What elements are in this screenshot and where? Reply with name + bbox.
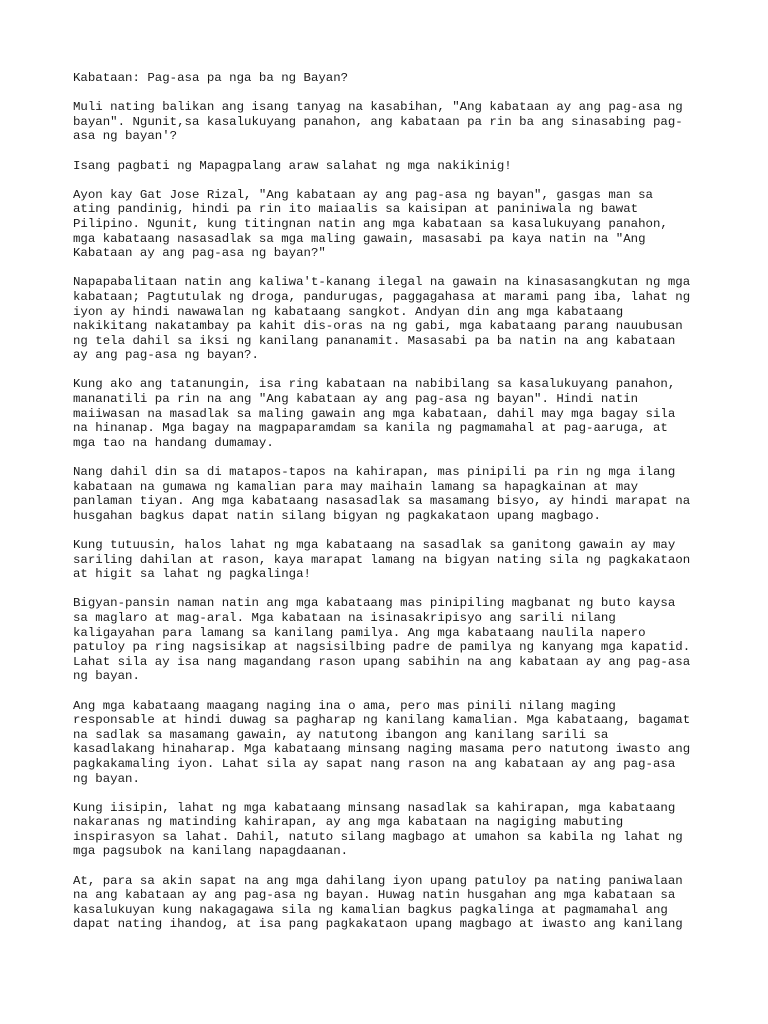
text-line: dapat nating ihandog, at isa pang pagkakataon upang magbago at iwasto ang kanilang: [73, 917, 683, 932]
paragraph: [73, 538, 753, 582]
document-body: [73, 100, 753, 932]
text-line: Kung iisipin, lahat ng mga kabataang minsang nasadlak sa kahirapan, mga kabataang: [73, 800, 676, 815]
paragraph: [73, 100, 753, 144]
text-line: na sadlak sa masamang gawain, ay natutong ibangon ang kanilang sarili sa: [73, 727, 609, 742]
text-line: Muli nating balikan ang isang tanyag na kasabihan, "Ang kabataan ay ang pag-asa ng: [73, 100, 683, 115]
paragraph: [73, 159, 753, 174]
text-line: iyon ay hindi nawawalan ng kabataang sangkot. Andyan din ang mga kabataang: [73, 304, 624, 319]
text-line: patuloy pa ring nagsisikap at nagsisilbing padre de pamilya ng kanyang mga kapatid.: [73, 640, 691, 655]
text-line: At, para sa akin sapat na ang mga dahilang iyon upang patuloy pa nating paniwalaan: [73, 873, 683, 888]
text-line: at higit sa lahat ng pagkalinga!: [73, 567, 311, 582]
text-line: Bigyan-pansin naman natin ang mga kabataang mas pinipiling magbanat ng buto kaysa: [73, 596, 676, 611]
text-line: Ayon kay Gat Jose Rizal, "Ang kabataan ay ang pag-asa ng bayan", gasgas man sa: [73, 187, 653, 202]
text-line: kasadlakang hinaharap. Mga kabataang minsang naging masama pero natutong iwasto ang: [73, 742, 691, 757]
paragraph: [73, 377, 753, 450]
paragraph: [73, 596, 753, 684]
title-line: Kabataan: Pag-asa pa nga ba ng Bayan?: [73, 71, 349, 85]
paragraph: [73, 874, 753, 932]
text-line: Kung tutuusin, halos lahat ng mga kabataang na sasadlak sa ganitong gawain ay may: [73, 538, 676, 552]
text-line: Lahat sila ay isa nang magandang rason upang sabihin na ang kabataan ay ang pag-asa: [73, 654, 691, 669]
paragraph: [73, 699, 753, 787]
text-line: kabataan; Pagtutulak ng droga, pandurugas, paggagahasa at marami pang iba, lahat ng: [73, 289, 691, 304]
text-line: Isang pagbati ng Mapagpalang araw salahat ng mga nakikinig!: [73, 158, 512, 173]
text-line: responsable at hindi duwag sa pagharap ng kanilang kamalian. Mga kabataang, bagamat: [73, 713, 691, 728]
paragraph: [73, 465, 753, 523]
text-line: ating pandinig, hindi pa rin ito maiaalis sa kaisipan at paniniwala ng bawat: [73, 202, 639, 217]
text-line: kaligayahan para lamang sa kanilang pamilya. Ang mga kabataang naulila napero: [73, 625, 646, 640]
text-line: panlaman tiyan. Ang mga kabataang nasasadlak sa masamang bisyo, ay hindi marapat na: [73, 494, 691, 509]
text-line: mga pagsubok na kanilang napagdaanan.: [73, 844, 349, 859]
text-line: na ang kabataan ay ang pag-asa ng bayan. Huwag natin husgahan ang mga kabataan sa: [73, 888, 676, 903]
text-line: pagkakamaling iyon. Lahat sila ay sapat nang rason na ang kabataan ay ang pag-asa: [73, 756, 676, 771]
paragraph: [73, 801, 753, 859]
text-line: ay ang pag-asa ng bayan?.: [73, 348, 259, 363]
text-line: Napapabalitaan natin ang kaliwa't-kanang ilegal na gawain na kinasasangkutan ng mga: [73, 275, 691, 290]
text-line: Nang dahil din sa di matapos-tapos na kahirapan, mas pinipili pa rin ng mga ilang: [73, 465, 676, 480]
text-line: Pilipino. Ngunit, kung titingnan natin ang mga kabataan sa kasalukuyang panahon,: [73, 216, 668, 231]
document-title: [73, 71, 753, 86]
text-line: mga kabataang nasasadlak sa mga maling gawain, masasabi pa kaya natin na "Ang: [73, 231, 646, 246]
text-line: nakikitang nakatambay pa kahit dis-oras na ng gabi, mga kabataang parang nauubusan: [73, 319, 683, 334]
text-line: inspirasyon sa lahat. Dahil, natuto silang magbago at umahon sa kabila ng lahat ng: [73, 829, 683, 844]
text-line: kabataan na gumawa ng kamalian para may maihain lamang sa hapagkainan at may: [73, 479, 639, 494]
text-line: ng bayan.: [73, 771, 140, 786]
text-line: bayan". Ngunit,sa kasalukuyang panahon, ang kabataan pa rin ba ang sinasabing pag-: [73, 114, 683, 129]
text-line: sa maglaro at mag-aral. Mga kabataan na isinasakripisyo ang sarili nilang: [73, 610, 616, 625]
text-line: Kabataan ay ang pag-asa ng bayan?": [73, 246, 326, 261]
text-line: sariling dahilan at rason, kaya marapat lamang na bigyan nating sila ng pagkakataon: [73, 552, 691, 567]
text-line: nakaranas ng matinding kahirapan, ay ang mga kabataan na nagiging mabuting: [73, 815, 624, 830]
text-line: mananatili pa rin na ang "Ang kabataan ay ang pag-asa ng bayan". Hindi natin: [73, 392, 639, 407]
text-line: mga tao na handang dumamay.: [73, 435, 274, 450]
document-page: [73, 71, 753, 947]
text-line: ng bayan.: [73, 669, 140, 684]
text-line: maiiwasan na masadlak sa maling gawain ang mga kabataan, dahil may mga bagay sila: [73, 406, 676, 421]
text-line: na hinanap. Mga bagay na magpaparamdam sa kanila ng pagmamahal at pag-aaruga, at: [73, 421, 668, 436]
text-line: Kung ako ang tatanungin, isa ring kabataan na nabibilang sa kasalukuyang panahon,: [73, 377, 676, 392]
text-line: husgahan bagkus dapat natin silang bigyan ng pagkakataon upang magbago.: [73, 508, 601, 523]
text-line: Ang mga kabataang maagang naging ina o ama, pero mas pinili nilang maging: [73, 698, 616, 713]
text-line: kasalukuyan kung nakagagawa sila ng kamalian bagkus pagkalinga at pagmamahal ang: [73, 902, 668, 917]
text-line: asa ng bayan'?: [73, 129, 178, 144]
text-line: ng tela dahil sa iksi ng kanilang pananamit. Masasabi pa ba natin na ang kabataan: [73, 333, 676, 348]
paragraph: [73, 188, 753, 261]
paragraph: [73, 275, 753, 363]
